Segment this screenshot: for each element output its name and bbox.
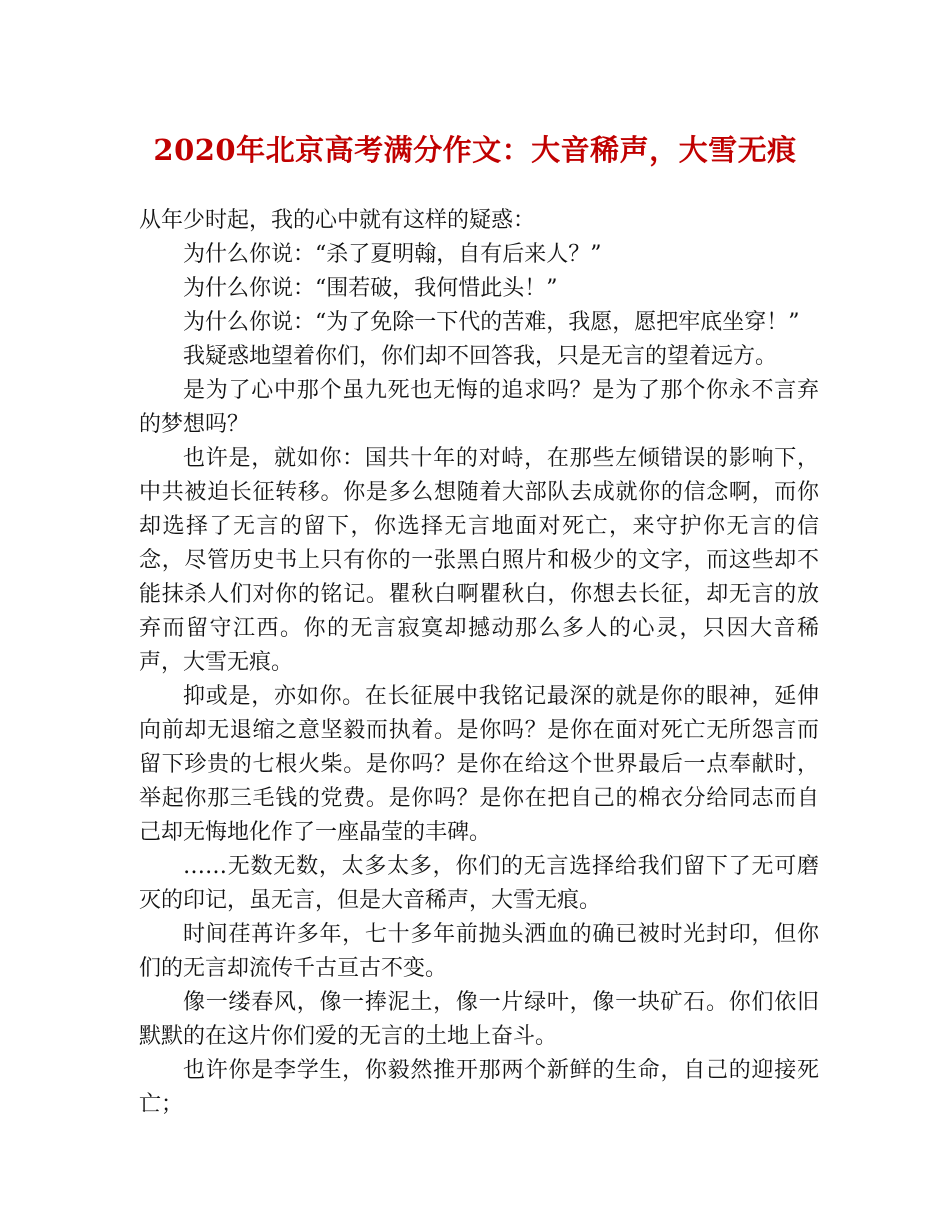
paragraph: 时间荏苒许多年，七十多年前抛头洒血的确已被时光封印，但你们的无言却流传千古亘古不变。 [139, 922, 819, 981]
paragraph: 像一缕春风，像一捧泥土，像一片绿叶，像一块矿石。你们依旧默默的在这片你们爱的无言的土地上奋斗。 [139, 990, 819, 1049]
paragraph: 也许你是李学生，你毅然推开那两个新鲜的生命，自己的迎接死亡； [139, 1058, 819, 1117]
paragraph: 是为了心中那个虽九死也无悔的追求吗？是为了那个你永不言弃的梦想吗？ [139, 378, 819, 437]
paragraph: 为什么你说：“杀了夏明翰，自有后来人？” [183, 242, 602, 267]
document-title: 2020年北京高考满分作文：大音稀声，大雪无痕 [153, 133, 797, 167]
paragraph: 抑或是，亦如你。在长征展中我铭记最深的就是你的眼神，延伸向前却无退缩之意坚毅而执着。是你吗？是你在面对死亡无所怨言而留下珍贵的七根火柴。是你吗？是你在给这个世界最后一点奉献时，举起你那三毛钱的党费。是你吗？是你在把自己的棉衣分给同志而自己却无悔地化作了一座晶莹的丰碑。 [139, 684, 819, 845]
paragraph: 我疑惑地望着你们，你们却不回答我，只是无言的望着远方。 [183, 344, 778, 369]
document-body [139, 204, 819, 1122]
paragraph: 从年少时起，我的心中就有这样的疑惑： [139, 208, 536, 233]
paragraph: 为什么你说：“围若破，我何惜此头！” [183, 276, 558, 301]
paragraph: 为什么你说：“为了免除一下代的苦难，我愿，愿把牢底坐穿！” [183, 310, 800, 335]
paragraph: ……无数无数，太多太多，你们的无言选择给我们留下了无可磨灭的印记，虽无言，但是大音稀声，大雪无痕。 [139, 854, 819, 913]
paragraph: 也许是，就如你：国共十年的对峙，在那些左倾错误的影响下，中共被迫长征转移。你是多么想随着大部队去成就你的信念啊，而你却选择了无言的留下，你选择无言地面对死亡，来守护你无言的信念，尽管历史书上只有你的一张黑白照片和极少的文字，而这些却不能抹杀人们对你的铭记。瞿秋白啊瞿秋白，你想去长征，却无言的放弃而留守江西。你的无言寂寞却撼动那么多人的心灵，只因大音稀声，大雪无痕。 [139, 446, 819, 675]
